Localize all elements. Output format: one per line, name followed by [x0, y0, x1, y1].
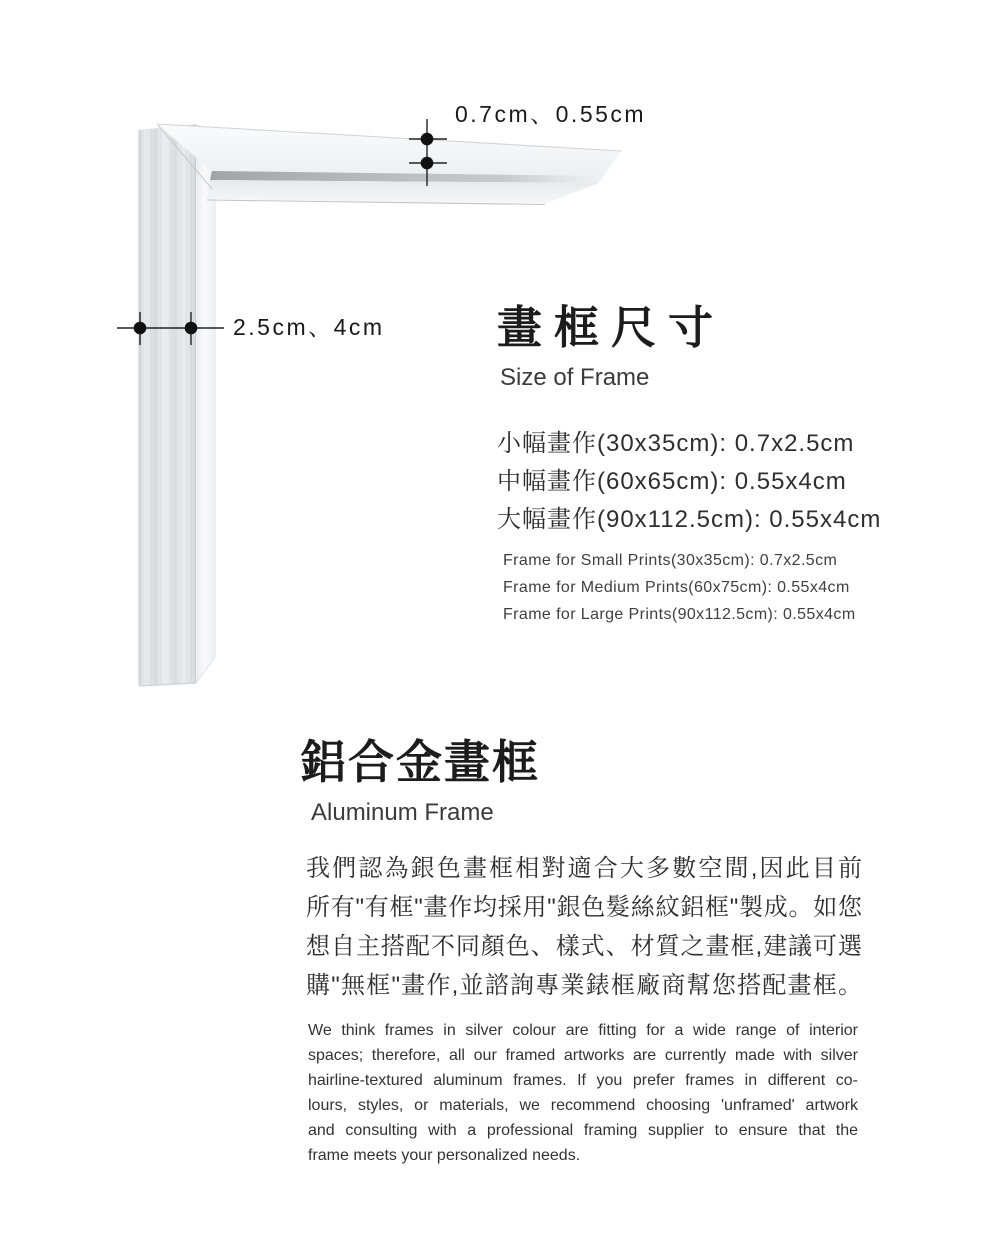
material-desc-zh-line: 我們認為銀色畫框相對適合大多數空間,因此目前 [306, 855, 862, 882]
material-desc-en-line: and consulting with a professional framing supplier to ensure that the [308, 1122, 858, 1139]
material-desc-en [308, 1018, 858, 1168]
material-desc-en-line: lours, styles, or materials, we recommend choosing 'unframed' artwork [308, 1097, 858, 1114]
frame-rail [157, 124, 621, 205]
material-desc-zh [306, 849, 862, 1005]
size-line-zh-large: 大幅畫作(90x112.5cm): 0.55x4cm [497, 506, 882, 533]
size-line-en-large: Frame for Large Prints(90x112.5cm): 0.55x4cm [503, 606, 856, 623]
side-dimension-label: 2.5cm、4cm [233, 314, 385, 340]
material-desc-en-line: hairline-textured aluminum frames. If you prefer frames in different co- [308, 1072, 858, 1089]
material-desc-zh-line: 想自主搭配不同顏色、樣式、材質之畫框,建議可選 [306, 933, 862, 960]
frame-post [139, 124, 215, 686]
size-section-subtitle-en: Size of Frame [500, 364, 650, 391]
material-desc-zh-line: 購"無框"畫作,並諮詢專業錶框廠商幫您搭配畫框。 [306, 972, 862, 999]
size-section-title-zh: 畫框尺寸 [497, 302, 726, 353]
material-desc-en-line: frame meets your personalized needs. [308, 1147, 581, 1164]
size-line-en-small: Frame for Small Prints(30x35cm): 0.7x2.5cm [503, 552, 838, 569]
material-desc-en-line: spaces; therefore, all our framed artworks are currently made with silver [308, 1047, 858, 1064]
size-line-en-medium: Frame for Medium Prints(60x75cm): 0.55x4cm [503, 579, 850, 596]
material-section-title-zh: 鋁合金畫框 [300, 736, 540, 788]
size-line-zh-medium: 中幅畫作(60x65cm): 0.55x4cm [497, 468, 847, 495]
size-list-zh [497, 425, 881, 539]
material-desc-zh-line: 所有"有框"畫作均採用"銀色髮絲紋鋁框"製成。如您 [306, 894, 862, 921]
size-line-zh-small: 小幅畫作(30x35cm): 0.7x2.5cm [497, 430, 855, 457]
material-section-subtitle-en: Aluminum Frame [311, 799, 494, 826]
material-desc-en-line: We think frames in silver colour are fitting for a wide range of interior [308, 1022, 858, 1039]
size-list-en [503, 547, 856, 628]
top-dimension-label: 0.7cm、0.55cm [455, 101, 647, 127]
